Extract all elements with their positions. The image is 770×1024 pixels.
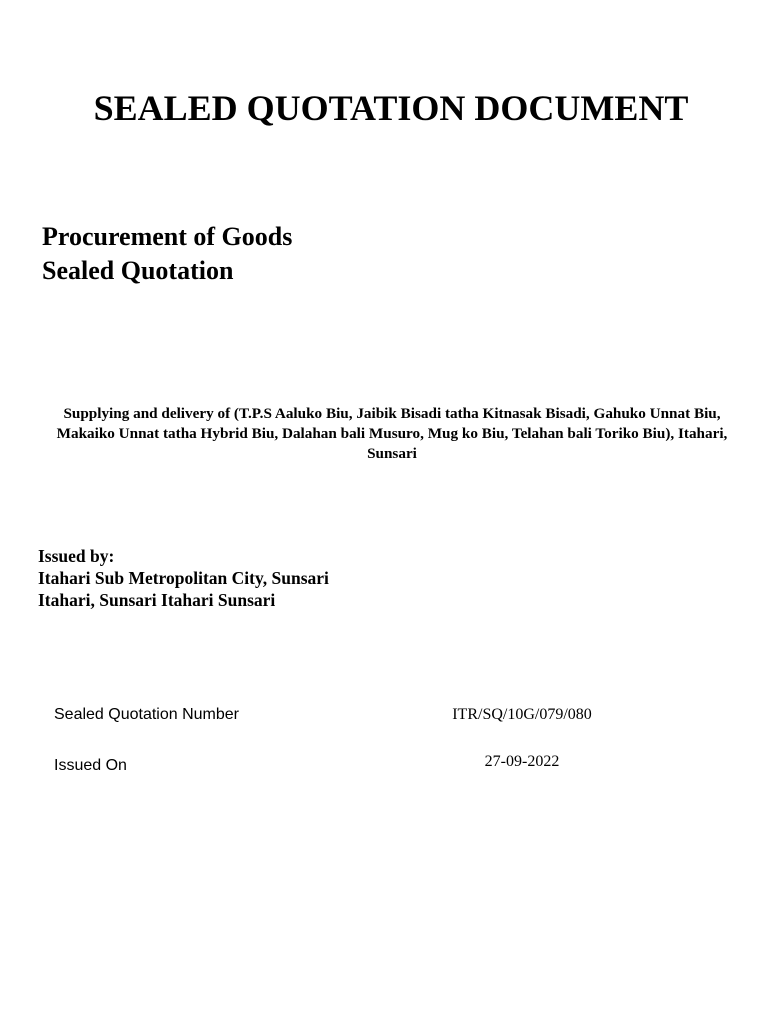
issuer-address: Itahari, Sunsari Itahari Sunsari xyxy=(38,590,276,610)
document-title: SEALED QUOTATION DOCUMENT xyxy=(93,88,689,128)
issuer-name: Itahari Sub Metropolitan City, Sunsari xyxy=(38,568,329,588)
supply-description: Supplying and delivery of (T.P.S Aaluko Biu, Jaibik Bisadi tatha Kitnasak Bisadi, Gahuko Unnat Biu, Makaiko Unnat tatha Hybrid Biu, Dalahan bali Musuro, Mug ko Biu, Telahan bali Toriko Biu), Itahari, Sunsari xyxy=(56,405,728,462)
quotation-number-label: Sealed Quotation Number xyxy=(54,706,239,723)
procurement-heading xyxy=(42,220,292,288)
procurement-type: Procurement of Goods xyxy=(42,222,293,251)
issued-on-value: 27-09-2022 xyxy=(484,753,560,770)
procurement-method: Sealed Quotation xyxy=(42,256,234,285)
issuer-block xyxy=(38,545,329,611)
issued-on-label: Issued On xyxy=(54,757,127,774)
quotation-number-value: ITR/SQ/10G/079/080 xyxy=(452,706,592,723)
issuer-heading: Issued by: xyxy=(38,546,115,566)
